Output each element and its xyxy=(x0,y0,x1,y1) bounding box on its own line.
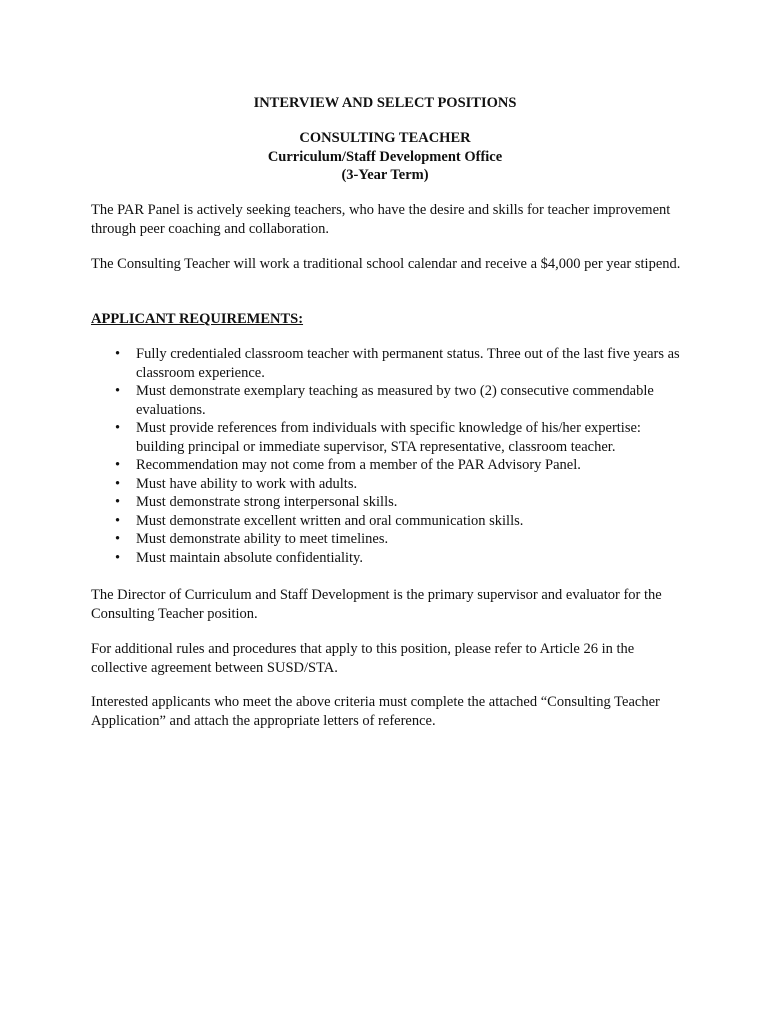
intro-paragraph-1: The PAR Panel is actively seeking teachers, who have the desire and skills for teacher improvement through peer coaching and collaboration. xyxy=(91,202,671,237)
supervisor-paragraph: The Director of Curriculum and Staff Development is the primary supervisor and evaluator for the Consulting Teacher position. xyxy=(91,587,662,622)
requirement-text: Recommendation may not come from a member of the PAR Advisory Panel. xyxy=(136,457,581,473)
position-header xyxy=(0,129,770,185)
list-item xyxy=(91,530,691,549)
requirement-text: Must maintain absolute confidentiality. xyxy=(136,549,363,566)
requirement-text: Must demonstrate exemplary teaching as measured by two (2) consecutive commendable evaluations. xyxy=(136,383,654,418)
requirement-text: Fully credentialed classroom teacher with permanent status. Three out of the last five years as classroom experience. xyxy=(136,346,680,381)
bullet-icon: • xyxy=(115,457,121,473)
bullet-icon: • xyxy=(115,494,121,510)
position-title: CONSULTING TEACHER xyxy=(299,130,471,146)
list-item xyxy=(91,456,691,475)
list-item xyxy=(91,493,691,512)
intro-paragraph-2: The Consulting Teacher will work a traditional school calendar and receive a $4,000 per year stipend. xyxy=(91,256,681,272)
bullet-icon: • xyxy=(115,531,121,547)
bullet-icon: • xyxy=(115,475,121,492)
bullet-icon: • xyxy=(115,512,121,529)
list-item xyxy=(91,419,691,456)
requirement-text: Must demonstrate ability to meet timelines. xyxy=(136,531,389,547)
application-paragraph: Interested applicants who meet the above criteria must complete the attached “Consulting Teacher Application” and attach the appropriate letters of reference. xyxy=(91,694,660,729)
requirement-text: Must demonstrate strong interpersonal skills. xyxy=(136,494,398,510)
list-item xyxy=(91,512,691,531)
bullet-icon: • xyxy=(115,420,121,436)
document-title-text: INTERVIEW AND SELECT POSITIONS xyxy=(253,95,517,111)
requirement-text: Must provide references from individuals with specific knowledge of his/her expertise: building principal or immediate supervisor, STA representative, classroom teacher. xyxy=(136,420,641,455)
term-length: (3-Year Term) xyxy=(341,167,429,183)
requirements-list xyxy=(91,345,691,567)
list-item xyxy=(91,549,691,568)
requirements-heading: APPLICANT REQUIREMENTS: xyxy=(91,311,304,327)
requirement-text: Must have ability to work with adults. xyxy=(136,475,358,492)
list-item xyxy=(91,382,691,419)
list-item xyxy=(91,345,691,382)
rules-paragraph: For additional rules and procedures that apply to this position, please refer to Article 26 in the collective agreement between SUSD/STA. xyxy=(91,641,635,676)
document-title xyxy=(0,94,770,113)
bullet-icon: • xyxy=(115,383,121,399)
list-item xyxy=(91,475,691,494)
requirement-text: Must demonstrate excellent written and oral communication skills. xyxy=(136,512,524,529)
bullet-icon: • xyxy=(115,549,121,566)
bullet-icon: • xyxy=(115,346,121,362)
office-name: Curriculum/Staff Development Office xyxy=(267,148,503,165)
